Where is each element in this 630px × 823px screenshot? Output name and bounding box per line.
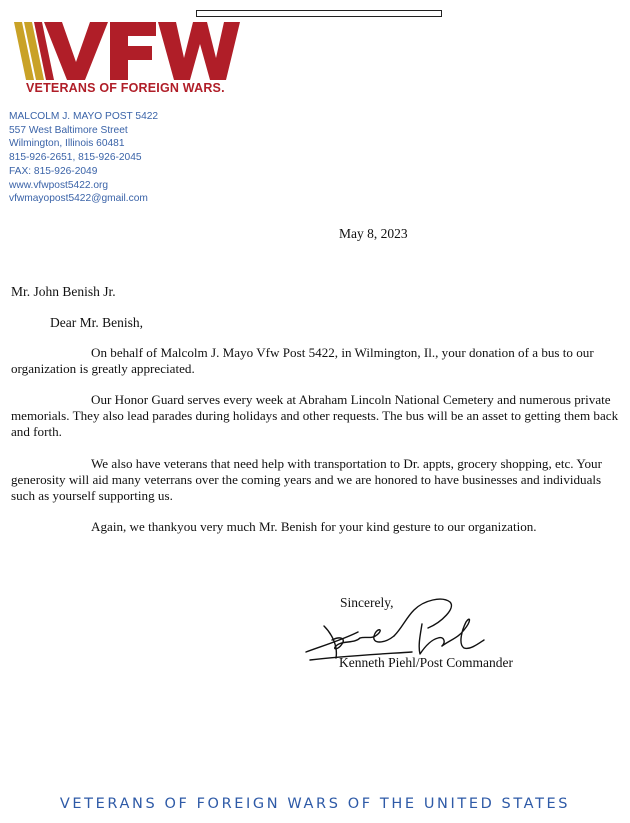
body-paragraph-3: We also have veterans that need help with transportation to Dr. appts, grocery shopping, etc. Your generosity will aid many veterrans over the coming years and we are honored to have businesses and individuals such as yourself supporting us.: [11, 456, 602, 503]
post-address-block: [9, 110, 158, 206]
post-name: MALCOLM J. MAYO POST 5422: [9, 111, 159, 122]
website-link[interactable]: www.vfwpost5422.org: [9, 179, 109, 191]
body-paragraph-1: On behalf of Malcolm J. Mayo Vfw Post 5422, in Wilmington, Il., your donation of a bus to our organization is greatly appreciated.: [11, 345, 594, 376]
closing: Sincerely,: [340, 595, 394, 610]
signer-name-title: Kenneth Piehl/Post Commander: [339, 655, 513, 670]
salutation: Dear Mr. Benish,: [50, 315, 143, 330]
body-paragraph-2: Our Honor Guard serves every week at Abraham Lincoln National Cemetery and numerous private memorials. They also lead parades during holidays and other requests. The bus will be an asset to getting them back and forth.: [11, 392, 619, 439]
fax-number: FAX: 815-926-2049: [9, 165, 98, 177]
body-paragraph-4: Again, we thankyou very much Mr. Benish for your kind gesture to our organization.: [91, 519, 537, 534]
vfw-logo-graphic: [10, 20, 240, 82]
vfw-tagline: VETERANS OF FOREIGN WARS.: [26, 81, 225, 95]
letter-date: May 8, 2023: [339, 226, 408, 241]
street-address: 557 West Baltimore Street: [9, 124, 128, 136]
footer-org-name: VETERANS OF FOREIGN WARS OF THE UNITED STATES: [59, 796, 571, 812]
top-border-bar: [196, 10, 442, 17]
email-link[interactable]: vfwmayopost5422@gmail.com: [9, 193, 148, 205]
recipient-name: Mr. John Benish Jr.: [11, 284, 116, 299]
city-state-zip: Wilmington, Illinois 60481: [9, 138, 125, 150]
phone-numbers: 815-926-2651, 815-926-2045: [9, 152, 142, 164]
